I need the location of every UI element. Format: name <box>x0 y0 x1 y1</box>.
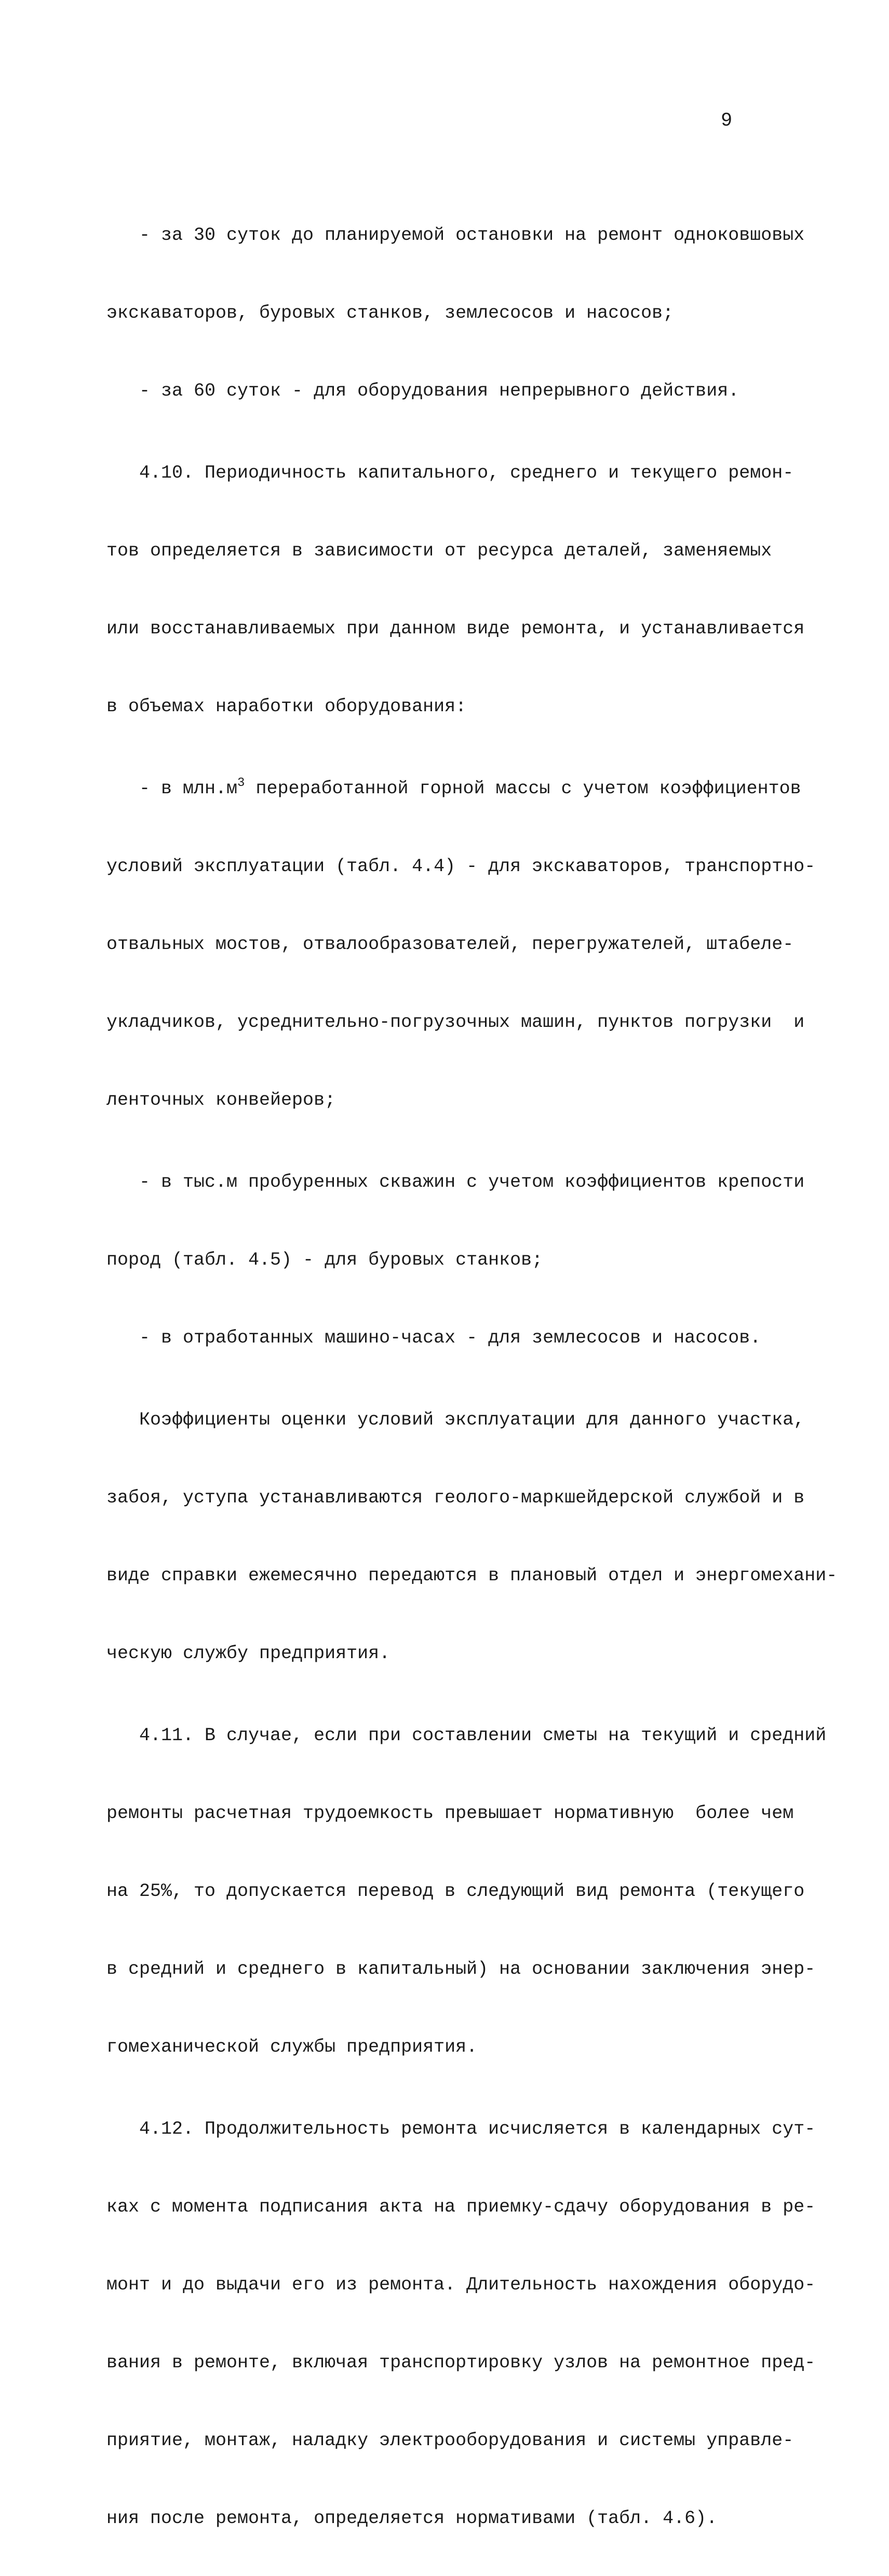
text-line: на 25%, то допускается перевод в следующий вид ремонта (текущего <box>106 1881 805 1902</box>
text-line: 4.11. В случае, если при составлении сметы на текущий и средний <box>106 1725 827 1746</box>
text-line: отвальных мостов, отвалообразователей, перегружателей, штабеле- <box>106 934 794 955</box>
text-line: приятие, монтаж, наладку электрооборудования и системы управле- <box>106 2430 794 2451</box>
text-line: 4.10. Периодичность капитального, среднего и текущего ремон- <box>106 463 794 483</box>
text-line: гомеханической службы предприятия. <box>106 2037 478 2057</box>
text-line: - в тыс.м пробуренных скважин с учетом коэффициентов крепости <box>106 1172 805 1192</box>
text-line: ремонты расчетная трудоемкость превышает нормативную более чем <box>106 1803 794 1824</box>
text-line: или восстанавливаемых при данном виде ремонта, и устанавливается <box>106 618 805 639</box>
text-line: условий эксплуатации (табл. 4.4) - для экскаваторов, транспортно- <box>106 856 816 877</box>
text-line: 4.12. Продолжительность ремонта исчисляется в календарных сут- <box>106 2119 816 2139</box>
text-line: Коэффициенты оценки условий эксплуатации для данного участка, <box>106 1409 805 1430</box>
text-line: в объемах наработки оборудования: <box>106 696 467 717</box>
text-line: - за 60 суток - для оборудования непрерывного действия. <box>106 381 739 401</box>
text-line: монт и до выдачи его из ремонта. Длительность нахождения оборудо- <box>106 2274 816 2295</box>
text-line: ческую службу предприятия. <box>106 1643 390 1664</box>
text-line: ния после ремонта, определяется нормативами (табл. 4.6). <box>106 2508 718 2529</box>
text-line: ках с момента подписания акта на приемку-сдачу оборудования в ре- <box>106 2197 816 2217</box>
text-line: пород (табл. 4.5) - для буровых станков; <box>106 1250 543 1270</box>
text-line-with-superscript <box>106 776 802 802</box>
text-fragment: - в млн.м <box>106 778 238 799</box>
text-line: - в отработанных машино-часах - для землесосов и насосов. <box>106 1327 761 1348</box>
superscript: 3 <box>237 776 245 790</box>
text-line: вания в ремонте, включая транспортировку узлов на ремонтное пред- <box>106 2352 816 2373</box>
text-line: забоя, уступа устанавливаются геолого-маркшейдерской службой и в <box>106 1487 805 1508</box>
text-line: укладчиков, усреднительно-погрузочных машин, пунктов погрузки и <box>106 1012 805 1033</box>
text-line: экскаваторов, буровых станков, землесосов и насосов; <box>106 303 674 323</box>
text-line: - за 30 суток до планируемой остановки на ремонт одноковшовых <box>106 225 805 246</box>
text-line: в средний и среднего в капитальный) на основании заключения энер- <box>106 1959 816 1980</box>
page-number: 9 <box>721 110 733 132</box>
text-fragment: переработанной горной массы с учетом коэффициентов <box>245 778 801 799</box>
text-line: ленточных конвейеров; <box>106 1090 336 1110</box>
document-body <box>106 170 838 2576</box>
text-line: тов определяется в зависимости от ресурса деталей, заменяемых <box>106 540 772 561</box>
text-line: виде справки ежемесячно передаются в плановый отдел и энергомехани- <box>106 1565 838 1586</box>
